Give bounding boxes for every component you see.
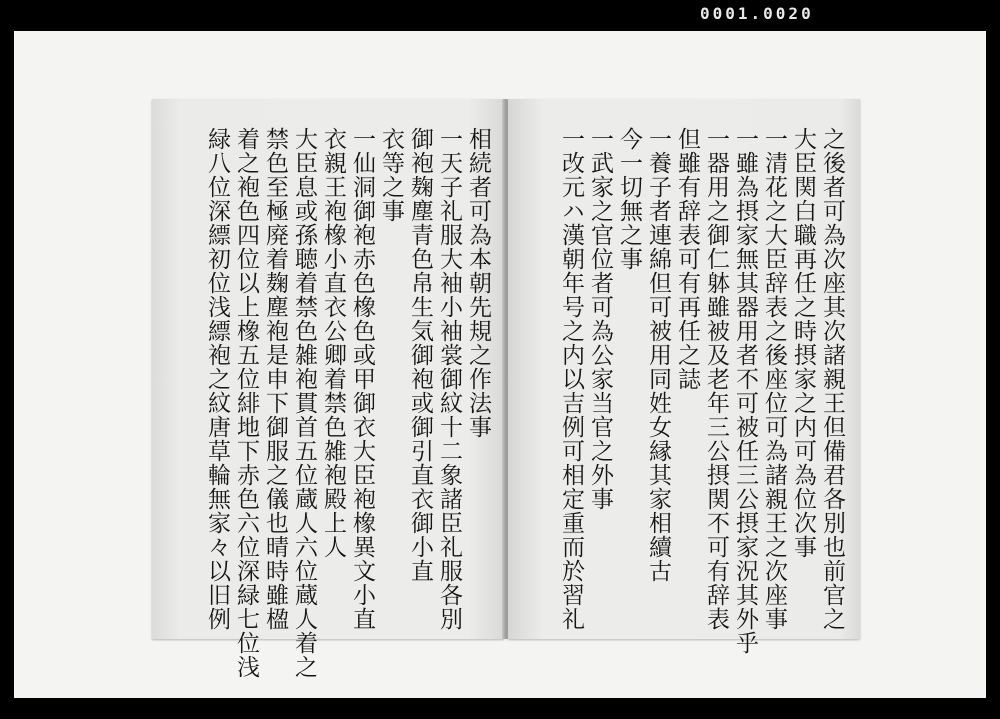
- text-line: 今一切無之事: [616, 127, 642, 271]
- text-line: 但雖有辞表可有再任之誌: [674, 127, 700, 391]
- left-page: [152, 99, 504, 679]
- text-line: 一改元ハ漢朝年号之内以吉例可相定重而於習礼: [558, 127, 584, 631]
- text-line: 之後者可為次座其次諸親王但備君各別也前官之: [819, 127, 845, 631]
- text-line: 着之袍色四位以上橡五位緋地下赤色六位深緑七位浅: [233, 127, 259, 679]
- text-line: 一雖為摂家無其器用者不可被任三公摂家況其外乎: [732, 127, 758, 655]
- text-line: 衣親王袍橡小直衣公卿着禁色雑袍殿上人: [320, 127, 346, 559]
- text-line: 一仙洞御袍赤色橡色或甲御衣大臣袍橡異文小直: [349, 127, 375, 631]
- text-line: 大臣関白職再任之時摂家之内可為位次事: [790, 127, 816, 559]
- right-page-text: [516, 127, 846, 655]
- frame-counter: 0001.0020: [700, 4, 814, 23]
- text-line: 一養子者連綿但可被用同姓女縁其家相續古: [645, 127, 671, 583]
- text-line: 大臣息或孫聴着禁色雑袍貫首五位蔵人六位蔵人着之: [291, 127, 317, 679]
- text-line: 禁色至極廃着麹塵袍是申下御服之儀也晴時雖楹: [262, 127, 288, 631]
- text-line: 相続者可為本朝先規之作法事: [465, 127, 491, 439]
- text-line: 御袍麹塵青色帛生気御袍或御引直衣御小直: [407, 127, 433, 583]
- text-line: 一武家之官位者可為公家当官之外事: [587, 127, 613, 511]
- open-book: [152, 99, 860, 679]
- text-line: 衣等之事: [378, 127, 404, 223]
- right-page: [508, 99, 860, 655]
- left-page-text: [160, 127, 492, 679]
- text-line: 一天子礼服大袖小袖裳御紋十二象諸臣礼服各別: [436, 127, 462, 631]
- text-line: 一器用之御仁躰雖被及老年三公摂関不可有辞表: [703, 127, 729, 631]
- text-line: 一清花之大臣辞表之後座位可為諸親王之次座事: [761, 127, 787, 631]
- text-line: 緑八位深縹初位浅縹袍之紋唐草輪無家々以旧例: [204, 127, 230, 631]
